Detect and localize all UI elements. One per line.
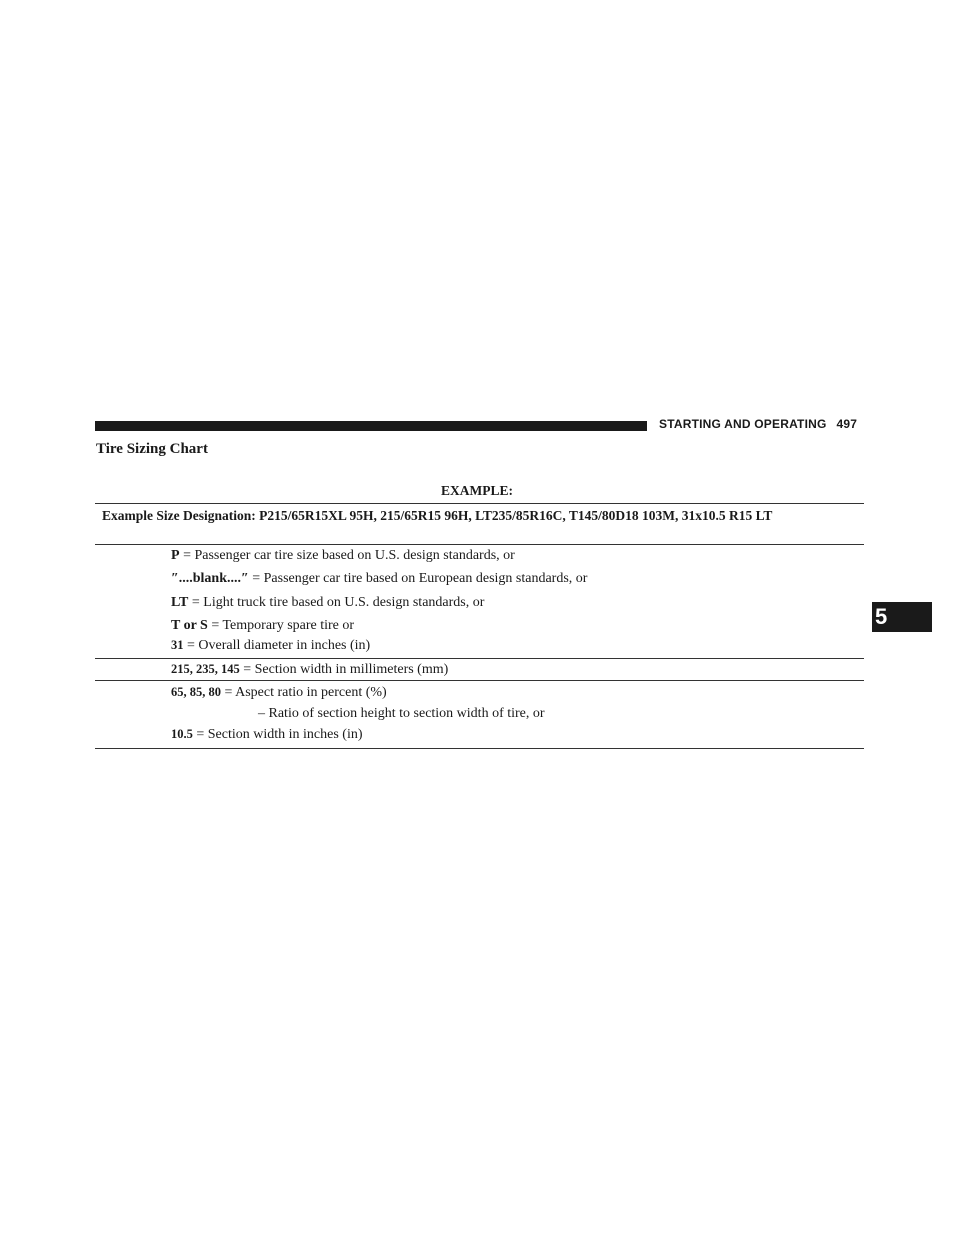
definition-key: 215, 235, 145 bbox=[171, 662, 240, 676]
definition-row bbox=[171, 617, 354, 635]
definition-text: = Light truck tire based on U.S. design standards, or bbox=[188, 595, 485, 610]
definition-text: – Ratio of section height to section width of tire, or bbox=[258, 706, 545, 721]
definition-text: = Overall diameter in inches (in) bbox=[183, 638, 371, 653]
definition-key: 31 bbox=[171, 638, 184, 652]
page-number: 497 bbox=[836, 417, 858, 431]
definition-row bbox=[258, 705, 545, 723]
size-designation: Example Size Designation: P215/65R15XL 95H, 215/65R15 96H, LT235/85R16C, T145/80D18 103M, 31x10.5 R15 LT bbox=[102, 508, 773, 523]
running-header bbox=[659, 417, 857, 431]
definition-key: 10.5 bbox=[171, 727, 193, 741]
table-rule-top bbox=[95, 503, 864, 504]
definition-row bbox=[171, 547, 515, 565]
definition-key: 65, 85, 80 bbox=[171, 685, 221, 699]
table-rule bbox=[95, 544, 864, 545]
definition-text: = Passenger car tire based on European design standards, or bbox=[248, 571, 588, 586]
example-heading: EXAMPLE: bbox=[441, 483, 513, 498]
definition-text: = Aspect ratio in percent (%) bbox=[221, 685, 387, 700]
definition-text: = Section width in inches (in) bbox=[192, 727, 363, 742]
section-title: Tire Sizing Chart bbox=[96, 441, 208, 457]
header-bar bbox=[95, 421, 647, 431]
definition-text: = Section width in millimeters (mm) bbox=[239, 662, 449, 677]
definition-text: = Passenger car tire size based on U.S. design standards, or bbox=[179, 548, 515, 563]
definition-row bbox=[171, 636, 370, 655]
table-rule bbox=[95, 680, 864, 681]
table-rule bbox=[95, 658, 864, 659]
definition-row bbox=[171, 594, 484, 612]
definition-key: T or S bbox=[171, 618, 208, 633]
definition-row bbox=[171, 683, 387, 702]
definition-row bbox=[171, 725, 363, 744]
definition-key: ″....blank....″ bbox=[171, 571, 249, 586]
definition-text: = Temporary spare tire or bbox=[207, 618, 355, 633]
definition-row bbox=[171, 570, 587, 588]
header-section-title: STARTING AND OPERATING bbox=[659, 417, 827, 431]
table-rule-bottom bbox=[95, 748, 864, 749]
chapter-tab: 5 bbox=[872, 602, 932, 632]
definition-row bbox=[171, 660, 448, 679]
definition-key: P bbox=[171, 548, 180, 563]
definition-key: LT bbox=[171, 595, 189, 610]
